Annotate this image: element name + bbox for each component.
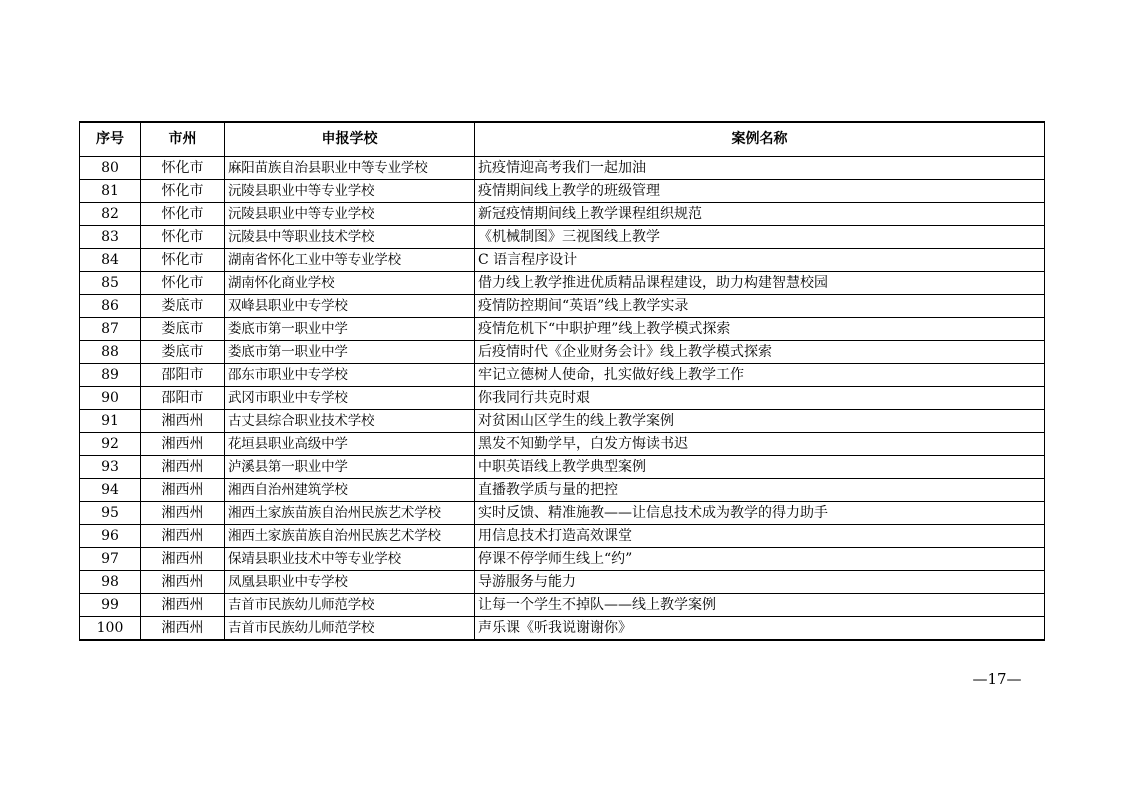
serial-number-cell: 100 <box>80 616 141 640</box>
city-cell: 娄底市 <box>141 294 225 317</box>
city-cell: 娄底市 <box>141 340 225 363</box>
case-name-cell: 疫情危机下“中职护理”线上教学模式探索 <box>475 317 1045 340</box>
city-cell: 湘西州 <box>141 478 225 501</box>
case-name-cell: 让每一个学生不掉队——线上教学案例 <box>475 593 1045 616</box>
case-name-cell: 新冠疫情期间线上教学课程组织规范 <box>475 202 1045 225</box>
city-cell: 湘西州 <box>141 547 225 570</box>
city-cell: 湘西州 <box>141 570 225 593</box>
school-cell: 泸溪县第一职业中学 <box>225 455 475 478</box>
table-row <box>80 271 1045 294</box>
table-header <box>80 122 1045 156</box>
header-case-name: 案例名称 <box>475 122 1045 156</box>
table-row <box>80 225 1045 248</box>
case-name-cell: 中职英语线上教学典型案例 <box>475 455 1045 478</box>
city-cell: 怀化市 <box>141 202 225 225</box>
table-row <box>80 616 1045 640</box>
city-cell: 湘西州 <box>141 524 225 547</box>
school-cell: 武冈市职业中专学校 <box>225 386 475 409</box>
serial-number-cell: 96 <box>80 524 141 547</box>
serial-number-cell: 88 <box>80 340 141 363</box>
serial-number-cell: 98 <box>80 570 141 593</box>
school-cell: 保靖县职业技术中等专业学校 <box>225 547 475 570</box>
table-row <box>80 248 1045 271</box>
header-city: 市州 <box>141 122 225 156</box>
table-row <box>80 202 1045 225</box>
case-name-cell: 声乐课《听我说谢谢你》 <box>475 616 1045 640</box>
city-cell: 湘西州 <box>141 455 225 478</box>
case-name-cell: 黑发不知勤学早，白发方悔读书迟 <box>475 432 1045 455</box>
school-cell: 娄底市第一职业中学 <box>225 340 475 363</box>
school-cell: 沅陵县中等职业技术学校 <box>225 225 475 248</box>
table-row <box>80 524 1045 547</box>
city-cell: 湘西州 <box>141 409 225 432</box>
school-cell: 邵东市职业中专学校 <box>225 363 475 386</box>
page-number: —17— <box>972 670 1022 688</box>
city-cell: 怀化市 <box>141 179 225 202</box>
school-cell: 娄底市第一职业中学 <box>225 317 475 340</box>
serial-number-cell: 91 <box>80 409 141 432</box>
serial-number-cell: 89 <box>80 363 141 386</box>
school-cell: 双峰县职业中专学校 <box>225 294 475 317</box>
school-cell: 湘西自治州建筑学校 <box>225 478 475 501</box>
school-cell: 麻阳苗族自治县职业中等专业学校 <box>225 156 475 179</box>
table-row <box>80 363 1045 386</box>
case-name-cell: 《机械制图》三视图线上教学 <box>475 225 1045 248</box>
case-name-cell: C 语言程序设计 <box>475 248 1045 271</box>
serial-number-cell: 99 <box>80 593 141 616</box>
table-row <box>80 570 1045 593</box>
table-row <box>80 547 1045 570</box>
header-row <box>80 122 1045 156</box>
serial-number-cell: 90 <box>80 386 141 409</box>
case-name-cell: 疫情期间线上教学的班级管理 <box>475 179 1045 202</box>
school-cell: 古丈县综合职业技术学校 <box>225 409 475 432</box>
serial-number-cell: 97 <box>80 547 141 570</box>
serial-number-cell: 83 <box>80 225 141 248</box>
table-row <box>80 294 1045 317</box>
case-name-cell: 停课不停学师生线上“约” <box>475 547 1045 570</box>
table-row <box>80 317 1045 340</box>
school-cell: 湘西土家族苗族自治州民族艺术学校 <box>225 524 475 547</box>
city-cell: 湘西州 <box>141 432 225 455</box>
city-cell: 怀化市 <box>141 225 225 248</box>
table-row <box>80 432 1045 455</box>
city-cell: 邵阳市 <box>141 386 225 409</box>
city-cell: 娄底市 <box>141 317 225 340</box>
city-cell: 湘西州 <box>141 616 225 640</box>
case-name-cell: 借力线上教学推进优质精品课程建设，助力构建智慧校园 <box>475 271 1045 294</box>
table-row <box>80 340 1045 363</box>
serial-number-cell: 82 <box>80 202 141 225</box>
school-cell: 湖南省怀化工业中等专业学校 <box>225 248 475 271</box>
table-row <box>80 593 1045 616</box>
case-name-cell: 对贫困山区学生的线上教学案例 <box>475 409 1045 432</box>
case-name-cell: 实时反馈、精准施教——让信息技术成为教学的得力助手 <box>475 501 1045 524</box>
school-cell: 湖南怀化商业学校 <box>225 271 475 294</box>
serial-number-cell: 84 <box>80 248 141 271</box>
city-cell: 怀化市 <box>141 248 225 271</box>
case-name-cell: 用信息技术打造高效课堂 <box>475 524 1045 547</box>
table-row <box>80 455 1045 478</box>
case-name-cell: 你我同行共克时艰 <box>475 386 1045 409</box>
serial-number-cell: 81 <box>80 179 141 202</box>
case-list-table <box>79 121 1045 641</box>
city-cell: 湘西州 <box>141 501 225 524</box>
serial-number-cell: 86 <box>80 294 141 317</box>
serial-number-cell: 85 <box>80 271 141 294</box>
case-name-cell: 牢记立德树人使命，扎实做好线上教学工作 <box>475 363 1045 386</box>
table-row <box>80 179 1045 202</box>
table-row <box>80 156 1045 179</box>
table-row <box>80 478 1045 501</box>
city-cell: 怀化市 <box>141 156 225 179</box>
table-row <box>80 386 1045 409</box>
case-name-cell: 直播教学质与量的把控 <box>475 478 1045 501</box>
table-row <box>80 501 1045 524</box>
school-cell: 湘西土家族苗族自治州民族艺术学校 <box>225 501 475 524</box>
case-name-cell: 疫情防控期间“英语”线上教学实录 <box>475 294 1045 317</box>
school-cell: 凤凰县职业中专学校 <box>225 570 475 593</box>
table-row <box>80 409 1045 432</box>
school-cell: 吉首市民族幼儿师范学校 <box>225 593 475 616</box>
case-name-cell: 导游服务与能力 <box>475 570 1045 593</box>
table-body <box>80 156 1045 640</box>
school-cell: 沅陵县职业中等专业学校 <box>225 202 475 225</box>
city-cell: 湘西州 <box>141 593 225 616</box>
school-cell: 花垣县职业高级中学 <box>225 432 475 455</box>
case-name-cell: 抗疫情迎高考我们一起加油 <box>475 156 1045 179</box>
case-name-cell: 后疫情时代《企业财务会计》线上教学模式探索 <box>475 340 1045 363</box>
serial-number-cell: 93 <box>80 455 141 478</box>
school-cell: 沅陵县职业中等专业学校 <box>225 179 475 202</box>
header-serial-number: 序号 <box>80 122 141 156</box>
serial-number-cell: 94 <box>80 478 141 501</box>
header-school: 申报学校 <box>225 122 475 156</box>
city-cell: 邵阳市 <box>141 363 225 386</box>
school-cell: 吉首市民族幼儿师范学校 <box>225 616 475 640</box>
city-cell: 怀化市 <box>141 271 225 294</box>
serial-number-cell: 80 <box>80 156 141 179</box>
serial-number-cell: 87 <box>80 317 141 340</box>
serial-number-cell: 95 <box>80 501 141 524</box>
serial-number-cell: 92 <box>80 432 141 455</box>
